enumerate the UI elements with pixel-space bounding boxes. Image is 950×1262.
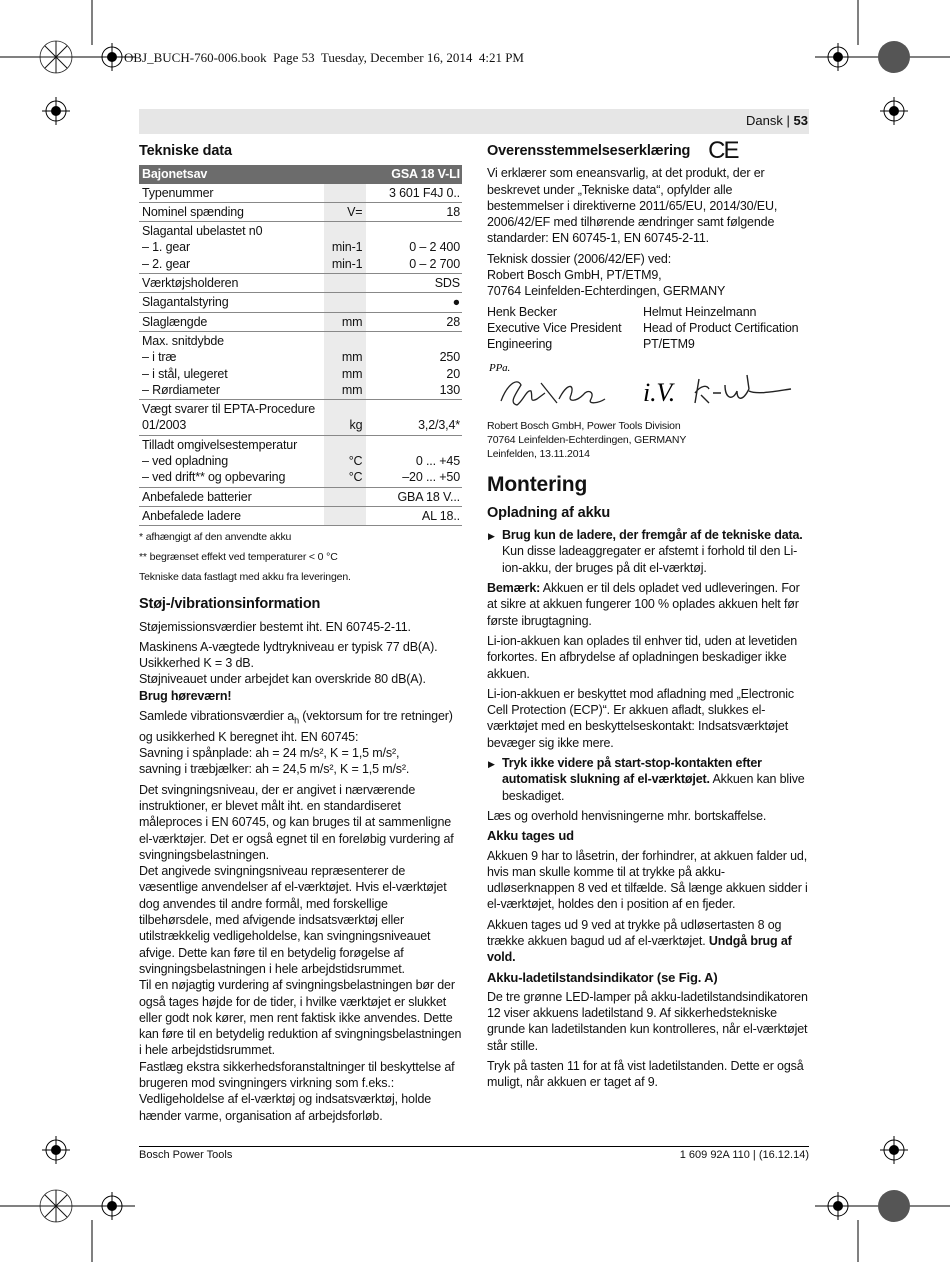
table-cell-value: 3 601 F4J 0.. — [366, 184, 462, 203]
table-cell-label: Værktøjsholderen — [139, 274, 324, 293]
print-header: OBJ_BUCH-760-006.book Page 53 Tuesday, December 16, 2014 4:21 PM — [124, 50, 524, 65]
company-address: Robert Bosch GmbH, Power Tools Division 70764 Leinfelden-Echterdingen, GERMANY Leinfelden, 13.11.2014 — [487, 419, 687, 460]
table-cell-label: Anbefalede ladere — [139, 506, 324, 525]
remove-battery-title: Akku tages ud — [487, 828, 574, 844]
footnote-1: * afhængigt af den anvendte akku — [139, 531, 292, 544]
tech-dossier-line: Teknisk dossier (2006/42/EF) ved: — [487, 251, 672, 266]
table-cell-unit — [324, 506, 367, 525]
table-row — [139, 184, 462, 203]
table-footnotes — [139, 530, 463, 584]
table-row — [139, 435, 462, 487]
table-cell-unit: mm mm mm — [324, 331, 367, 399]
table-cell-unit — [324, 184, 367, 203]
charge-level-paragraph-1: De tre grønne LED-lamper på akku-ladetilstandsindikatoren 12 viser akkuens ladetilstand 9. Af sikkerhedstekniske grunde kan ladetilstanden kun kontrolleres, når el-værktøjet står stille. — [487, 989, 808, 1053]
table-cell-label: Slagantal ubelastet n0 – 1. gear – 2. gear — [139, 222, 324, 274]
vibration-paragraph-2: Savning i spånplade: ah = 24 m/s², K = 1,5 m/s², — [139, 746, 400, 761]
right-column — [487, 137, 809, 1095]
noise-warning: Brug høreværn! — [139, 688, 232, 703]
table-cell-unit: °C °C — [324, 435, 367, 487]
charging-title: Opladning af akku — [487, 504, 611, 521]
table-cell-label: Vægt svarer til EPTA-Procedure 01/2003 — [139, 400, 324, 436]
table-row — [139, 487, 462, 506]
table-row — [139, 312, 462, 331]
table-cell-unit: min-1 min-1 — [324, 222, 367, 274]
remove-battery-paragraph-1: Akkuen 9 har to låsetrin, der forhindrer, at akkuen falder ud, hvis man skulle komme til at trykke på akku-udløserknappen 8 ved et tilfælde. Så længe akkuen sidder i el-værktøjet, holdes den i position af en fjeder. — [487, 848, 808, 912]
table-cell-unit: V= — [324, 202, 367, 221]
disposal-note: Læs og overhold henvisningerne mhr. bortskaffelse. — [487, 808, 767, 823]
table-row — [139, 222, 462, 274]
table-cell-unit — [324, 487, 367, 506]
table-cell-label: Slaglængde — [139, 312, 324, 331]
table-cell-unit: kg — [324, 400, 367, 436]
table-row — [139, 400, 462, 436]
tech-data-title: Tekniske data — [139, 143, 232, 159]
vibration-paragraph-1: Samlede vibrationsværdier $a_h$ (vektorsum for tre retninger) og usikkerhed K beregnet iht. EN 60745: — [139, 709, 453, 744]
table-cell-label: Typenummer — [139, 184, 324, 203]
noise-paragraph-1: Støjemissionsværdier bestemt iht. EN 60745-2-11. — [139, 619, 411, 634]
charging-paragraph-3: Li-ion-akkuen er beskyttet mod afladning med „Electronic Cell Protection (ECP)“. Er akkuen afladt, slukkes el-værktøjet med en beskyttelseskontakt: Indsatsværktøjet bevæger sig ikke mere. — [487, 686, 795, 750]
footer-rule — [139, 1146, 809, 1147]
table-row — [139, 274, 462, 293]
table-cell-label: Max. snitdybde – i træ – i stål, ulegeret – Rørdiameter — [139, 331, 324, 399]
charging-bullet-2: ▶ Tryk ikke videre på start-stop-kontakten efter automatisk slukning af el-værktøjet. Akkuen kan blive beskadiget. — [487, 755, 809, 804]
noise-paragraph-3: Støjniveauet under arbejdet kan overskride 80 dB(A). — [139, 672, 426, 687]
table-cell-label: Slagantalstyring — [139, 293, 324, 312]
footnote-2: ** begrænset effekt ved temperaturer < 0 °C — [139, 551, 338, 564]
table-row — [139, 331, 462, 399]
table-row — [139, 506, 462, 525]
ce-mark-icon: CE — [708, 137, 738, 164]
noise-paragraph-2: Maskinens A-vægtede lydtrykniveau er typisk 77 dB(A). Usikkerhed K = 3 dB. — [139, 639, 438, 671]
table-row — [139, 293, 462, 312]
table-cell-value: 0 ... +45 –20 ... +50 — [366, 435, 462, 487]
signature-ppa: PPa. — [489, 361, 511, 374]
footer-left: Bosch Power Tools — [139, 1149, 233, 1161]
table-cell-value: 250 20 130 — [366, 331, 462, 399]
table-cell-value: ● — [366, 293, 462, 312]
signatures — [487, 355, 807, 419]
signature-iv: i.V. — [643, 377, 676, 407]
table-header-name: Bajonetsav — [139, 165, 324, 183]
table-cell-unit — [324, 293, 367, 312]
vibration-paragraph-3: savning i træbjælker: ah = 24,5 m/s², K = 1,5 m/s². — [139, 762, 410, 777]
vibration-paragraph-6: Til en nøjagtig vurdering af svingningsbelastningen bør der også tages højde for de tider, i hvilke værktøjet er slukket eller godt nok kører, men rent faktisk ikke anvendes. Dette kan føre til en betydelig reduktion af svingningsbelastningen i hele arbejdstidsrummet. — [139, 978, 462, 1058]
running-head-bar — [139, 109, 809, 134]
table-cell-unit: mm — [324, 312, 367, 331]
noise-title: Støj-/vibrationsinformation — [139, 596, 321, 613]
table-cell-value: GBA 18 V... — [366, 487, 462, 506]
table-cell-value: SDS — [366, 274, 462, 293]
table-header-model: GSA 18 V-LI — [366, 165, 462, 183]
table-cell-label: Anbefalede batterier — [139, 487, 324, 506]
vibration-paragraph-5: Det angivede svingningsniveau repræsenterer de væsentlige anvendelser af el-værktøjet. Hvis el-værktøjet dog anvendes til andre formål, med forskellige tilbehørsdele, med afvigende indsatsværktøj eller utilstrækkelig vedligeholdelse, kan svingningsniveauet afvige. Dette kan føre til en betydelig forøgelse af svingningsbelastningen i hele arbejdstidsrummet. — [139, 864, 447, 976]
table-cell-value: 28 — [366, 312, 462, 331]
charging-bullet-1: ▶ Brug kun de ladere, der fremgår af de tekniske data. Kun disse ladeaggregater er afstemt i forhold til den Li-ion-akku, der bruges på dit el-værktøj. — [487, 527, 809, 576]
table-cell-value: 3,2/3,4* — [366, 400, 462, 436]
page-number: 53 — [793, 113, 808, 128]
charge-level-title: Akku-ladetilstandsindikator (se Fig. A) — [487, 969, 718, 985]
left-column — [139, 143, 463, 1124]
conformity-title: Overensstemmelseserklæring CE — [487, 137, 738, 164]
footnote-3: Tekniske data fastlagt med akku fra leveringen. — [139, 571, 351, 584]
signatory-1: Henk Becker Executive Vice President Engineering — [487, 304, 622, 352]
tech-dossier-company: Robert Bosch GmbH, PT/ETM9, — [487, 268, 662, 283]
signatory-2: Helmut Heinzelmann Head of Product Certification PT/ETM9 — [643, 304, 799, 352]
vibration-paragraph-7: Fastlæg ekstra sikkerhedsforanstaltninger til beskyttelse af brugeren mod svingningers virkning som f.eks.: Vedligeholdelse af el-værktøj og indsatsværktøj, holde hænder varme, organisation af arbejdsforløb. — [139, 1059, 455, 1123]
tech-data-table — [139, 165, 462, 526]
table-cell-label: Nominel spænding — [139, 202, 324, 221]
table-row — [139, 202, 462, 221]
table-cell-value: 18 — [366, 202, 462, 221]
footer-right: 1 609 92A 110 | (16.12.14) — [679, 1149, 809, 1161]
table-cell-label: Tilladt omgivelsestemperatur – ved opladning – ved drift** og opbevaring — [139, 435, 324, 487]
conformity-paragraph: Vi erklærer som eneansvarlig, at det produkt, der er beskrevet under „Tekniske data“, opfylder alle bestemmelser i direktiverne 2011/65/EU, 2014/30/EU, 2006/42/EF med tilhørende ændringer samt følgende standarder: EN 60745-1, EN 60745-2-11. — [487, 166, 778, 246]
signatories — [487, 304, 809, 353]
running-head-language: Dansk — [746, 113, 783, 128]
charging-note: Bemærk: Akkuen er til dels opladet ved udleveringen. For at sikre at akkuen fungerer 100 % oplades akkuen helt før første ibrugtagning. — [487, 581, 800, 628]
remove-battery-paragraph-2: Akkuen tages ud 9 ved at trykke på udløsertasten 8 og trække akkuen bagud ud af el-værktøjet. Undgå brug af vold. — [487, 917, 792, 965]
table-header-row — [139, 165, 462, 183]
table-cell-unit — [324, 274, 367, 293]
montering-title: Montering — [487, 472, 588, 496]
running-head-separator: | — [786, 113, 790, 128]
charging-paragraph-2: Li-ion-akkuen kan oplades til enhver tid, uden at levetiden forkortes. En afbrydelse af opladningen beskadiger ikke akkuen. — [487, 633, 798, 681]
table-cell-value: AL 18.. — [366, 506, 462, 525]
running-head — [746, 113, 808, 128]
charge-level-paragraph-2: Tryk på tasten 11 for at få vist ladetilstanden. Dette er også muligt, når akkuen er taget af 9. — [487, 1059, 804, 1090]
table-cell-value: 0 – 2 400 0 – 2 700 — [366, 222, 462, 274]
vibration-paragraph-4: Det svingningsniveau, der er angivet i nærværende instruktioner, er blevet målt iht. en standardiseret måleproces i EN 60745, og kan bruges til at sammenligne el-værktøjer. Det er også egnet til en foreløbig vurdering af svingningsbelastningen. — [139, 782, 454, 862]
tech-dossier-address: 70764 Leinfelden-Echterdingen, GERMANY — [487, 284, 726, 299]
